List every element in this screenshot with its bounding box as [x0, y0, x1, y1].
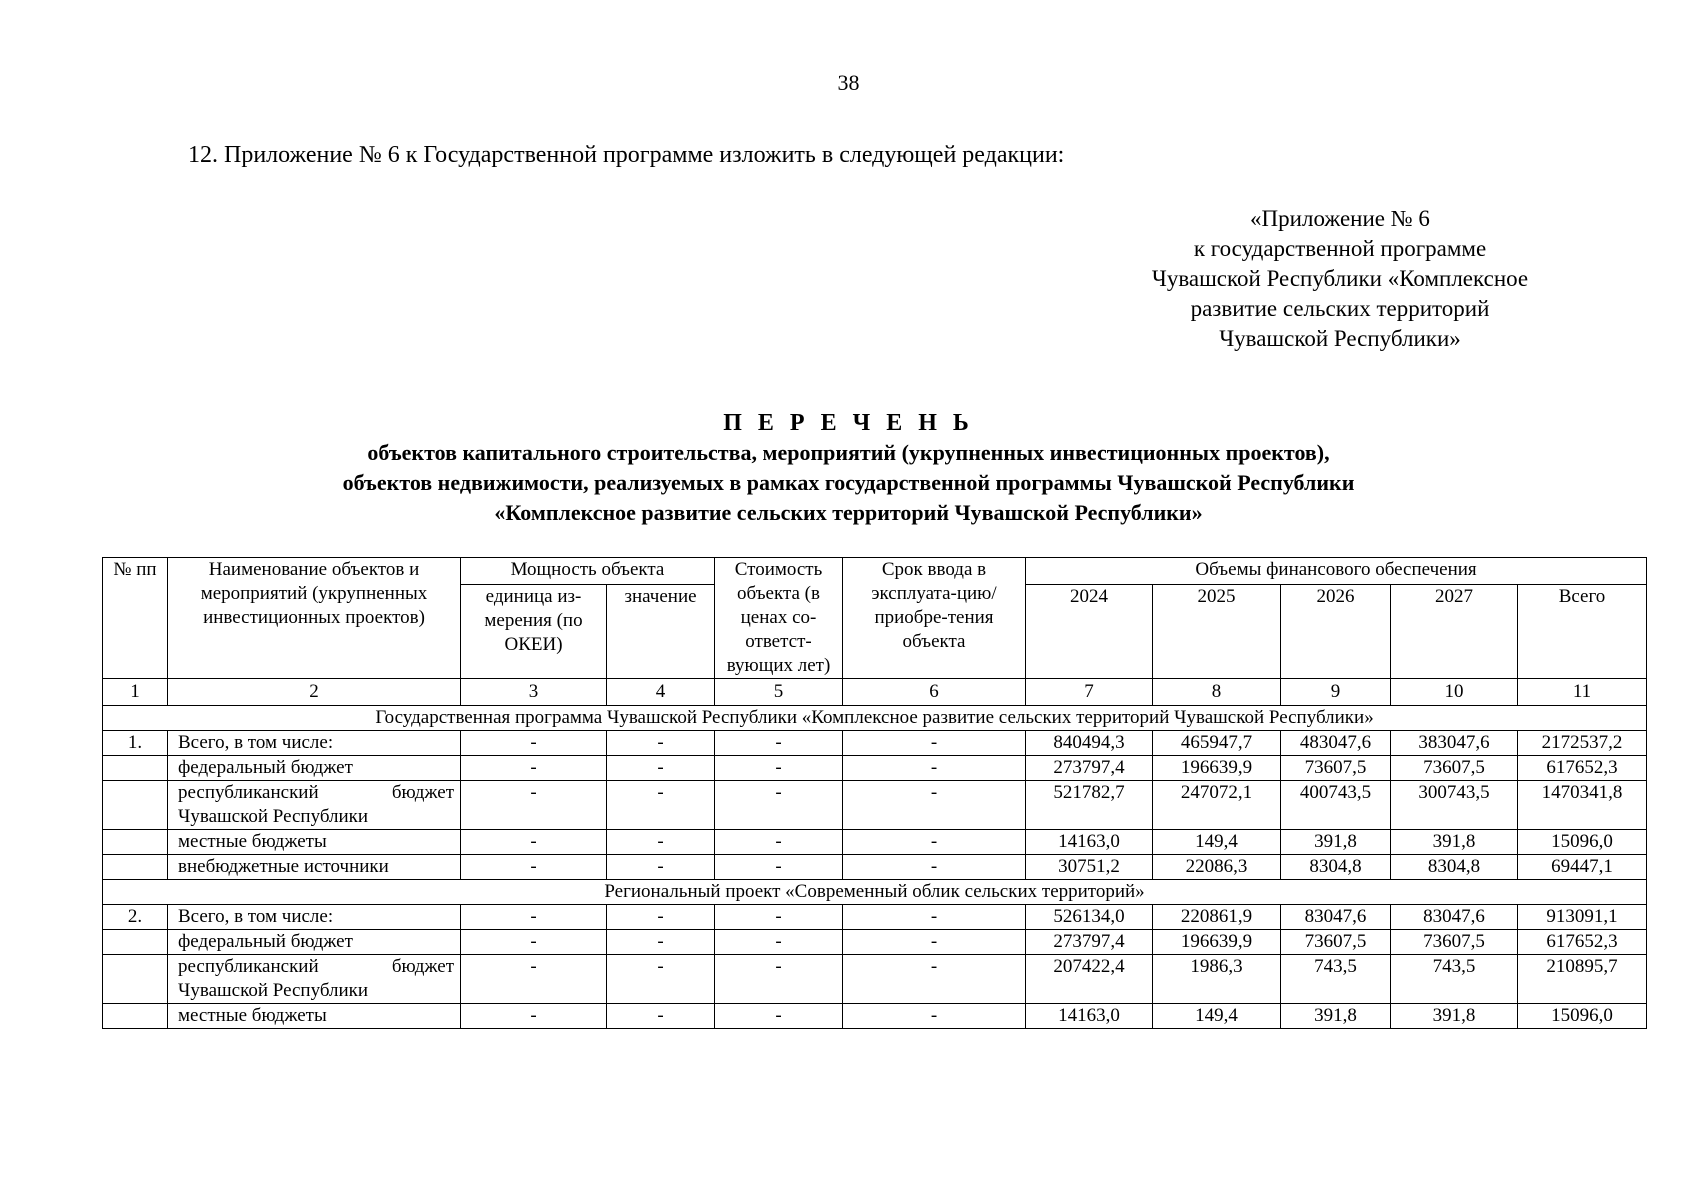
row-total: 15096,0 — [1518, 1004, 1647, 1029]
row-value: - — [607, 855, 715, 880]
row-2024: 207422,4 — [1026, 955, 1153, 1004]
section-title: Государственная программа Чувашской Республики «Комплексное развитие сельских территорий Чувашской Республики» — [103, 706, 1647, 731]
row-2027: 83047,6 — [1391, 905, 1518, 930]
row-unit: - — [461, 855, 607, 880]
row-unit: - — [461, 731, 607, 756]
row-2026: 743,5 — [1281, 955, 1391, 1004]
header-year-2025: 2025 — [1153, 585, 1281, 679]
row-value: - — [607, 781, 715, 830]
header-total: Всего — [1518, 585, 1647, 679]
row-term: - — [843, 855, 1026, 880]
row-term: - — [843, 905, 1026, 930]
row-name: республиканский бюджет Чувашской Республики — [168, 781, 461, 830]
header-term: Срок ввода в эксплуата-цию/приобре-тения объекта — [843, 558, 1026, 679]
row-value: - — [607, 756, 715, 781]
row-2025: 149,4 — [1153, 830, 1281, 855]
header-year-2026: 2026 — [1281, 585, 1391, 679]
header-num: № пп — [103, 558, 168, 679]
row-unit: - — [461, 830, 607, 855]
row-unit: - — [461, 905, 607, 930]
row-number — [103, 855, 168, 880]
heading-title: П Е Р Е Ч Е Н Ь — [723, 410, 974, 436]
row-2027: 391,8 — [1391, 830, 1518, 855]
header-unit: единица из-мерения (по ОКЕИ) — [461, 585, 607, 679]
row-2025: 196639,9 — [1153, 756, 1281, 781]
row-total: 617652,3 — [1518, 930, 1647, 955]
column-number: 8 — [1153, 679, 1281, 706]
row-unit: - — [461, 756, 607, 781]
row-2026: 8304,8 — [1281, 855, 1391, 880]
row-term: - — [843, 830, 1026, 855]
row-2027: 743,5 — [1391, 955, 1518, 1004]
row-2026: 483047,6 — [1281, 731, 1391, 756]
row-2025: 465947,7 — [1153, 731, 1281, 756]
row-cost: - — [715, 830, 843, 855]
row-name: местные бюджеты — [168, 830, 461, 855]
row-name: местные бюджеты — [168, 1004, 461, 1029]
row-name: республиканский бюджет Чувашской Республики — [168, 955, 461, 1004]
table-row — [103, 955, 1647, 1004]
row-number — [103, 756, 168, 781]
column-number: 4 — [607, 679, 715, 706]
column-number: 9 — [1281, 679, 1391, 706]
row-2026: 400743,5 — [1281, 781, 1391, 830]
row-name: внебюджетные источники — [168, 855, 461, 880]
row-value: - — [607, 930, 715, 955]
heading-line: объектов недвижимости, реализуемых в рамках государственной программы Чувашской Республики — [342, 470, 1355, 495]
table-row — [103, 756, 1647, 781]
row-name: федеральный бюджет — [168, 930, 461, 955]
appendix-line: к государственной программе — [1193, 236, 1487, 261]
section-title: Региональный проект «Современный облик сельских территорий» — [103, 880, 1647, 905]
row-2026: 73607,5 — [1281, 930, 1391, 955]
column-number: 10 — [1391, 679, 1518, 706]
row-2027: 8304,8 — [1391, 855, 1518, 880]
row-2027: 391,8 — [1391, 1004, 1518, 1029]
column-number: 3 — [461, 679, 607, 706]
header-cost: Стоимость объекта (в ценах со-ответст-вующих лет) — [715, 558, 843, 679]
appendix-reference — [1120, 204, 1560, 354]
row-value: - — [607, 731, 715, 756]
row-unit: - — [461, 955, 607, 1004]
row-term: - — [843, 781, 1026, 830]
table-row — [103, 830, 1647, 855]
row-unit: - — [461, 930, 607, 955]
appendix-line: Чувашской Республики «Комплексное — [1151, 266, 1529, 291]
row-2026: 83047,6 — [1281, 905, 1391, 930]
row-2025: 149,4 — [1153, 1004, 1281, 1029]
table-row — [103, 855, 1647, 880]
page-number: 38 — [837, 70, 860, 95]
row-total: 913091,1 — [1518, 905, 1647, 930]
row-value: - — [607, 955, 715, 1004]
row-term: - — [843, 930, 1026, 955]
row-term: - — [843, 955, 1026, 1004]
column-number: 5 — [715, 679, 843, 706]
row-number — [103, 930, 168, 955]
row-number: 1. — [103, 731, 168, 756]
column-numbers-row — [103, 679, 1647, 706]
column-number: 2 — [168, 679, 461, 706]
row-cost: - — [715, 855, 843, 880]
row-2026: 391,8 — [1281, 830, 1391, 855]
header-value: значение — [607, 585, 715, 679]
row-2025: 1986,3 — [1153, 955, 1281, 1004]
row-2027: 383047,6 — [1391, 731, 1518, 756]
row-cost: - — [715, 930, 843, 955]
table-row — [103, 731, 1647, 756]
appendix-line: развитие сельских территорий — [1190, 296, 1490, 321]
header-year-2024: 2024 — [1026, 585, 1153, 679]
header-year-2027: 2027 — [1391, 585, 1518, 679]
section-row — [103, 706, 1647, 731]
header-funding: Объемы финансового обеспечения — [1026, 558, 1647, 585]
heading-line: объектов капитального строительства, мероприятий (укрупненных инвестиционных проектов), — [367, 440, 1330, 465]
row-value: - — [607, 905, 715, 930]
row-total: 210895,7 — [1518, 955, 1647, 1004]
row-cost: - — [715, 955, 843, 1004]
row-total: 617652,3 — [1518, 756, 1647, 781]
objects-table — [102, 557, 1647, 1029]
column-number: 1 — [103, 679, 168, 706]
row-2024: 521782,7 — [1026, 781, 1153, 830]
row-2024: 273797,4 — [1026, 756, 1153, 781]
row-2024: 273797,4 — [1026, 930, 1153, 955]
row-total: 2172537,2 — [1518, 731, 1647, 756]
row-2024: 14163,0 — [1026, 830, 1153, 855]
row-name: Всего, в том числе: — [168, 905, 461, 930]
document-heading — [0, 408, 1697, 528]
row-2025: 22086,3 — [1153, 855, 1281, 880]
row-total: 1470341,8 — [1518, 781, 1647, 830]
row-cost: - — [715, 1004, 843, 1029]
row-number — [103, 781, 168, 830]
row-name: федеральный бюджет — [168, 756, 461, 781]
row-2026: 391,8 — [1281, 1004, 1391, 1029]
table-row — [103, 930, 1647, 955]
column-number: 6 — [843, 679, 1026, 706]
row-unit: - — [461, 1004, 607, 1029]
column-number: 11 — [1518, 679, 1647, 706]
row-term: - — [843, 731, 1026, 756]
table-row — [103, 905, 1647, 930]
row-cost: - — [715, 756, 843, 781]
column-number: 7 — [1026, 679, 1153, 706]
appendix-line: «Приложение № 6 — [1250, 206, 1430, 231]
table-row — [103, 1004, 1647, 1029]
row-cost: - — [715, 731, 843, 756]
row-total: 15096,0 — [1518, 830, 1647, 855]
row-unit: - — [461, 781, 607, 830]
row-2025: 196639,9 — [1153, 930, 1281, 955]
row-2024: 14163,0 — [1026, 1004, 1153, 1029]
row-2024: 30751,2 — [1026, 855, 1153, 880]
header-capacity: Мощность объекта — [461, 558, 715, 585]
row-2027: 73607,5 — [1391, 756, 1518, 781]
row-2025: 247072,1 — [1153, 781, 1281, 830]
intro-paragraph: 12. Приложение № 6 к Государственной программе изложить в следующей редакции: — [188, 142, 1065, 168]
appendix-line: Чувашской Республики» — [1219, 326, 1461, 351]
row-number — [103, 1004, 168, 1029]
row-value: - — [607, 830, 715, 855]
row-number — [103, 955, 168, 1004]
row-number — [103, 830, 168, 855]
section-row — [103, 880, 1647, 905]
row-cost: - — [715, 781, 843, 830]
row-2027: 73607,5 — [1391, 930, 1518, 955]
row-2027: 300743,5 — [1391, 781, 1518, 830]
header-name: Наименование объектов и мероприятий (укрупненных инвестиционных проектов) — [168, 558, 461, 679]
table-body — [103, 706, 1647, 1029]
row-value: - — [607, 1004, 715, 1029]
table-row — [103, 781, 1647, 830]
row-name: Всего, в том числе: — [168, 731, 461, 756]
row-term: - — [843, 756, 1026, 781]
row-2024: 526134,0 — [1026, 905, 1153, 930]
row-cost: - — [715, 905, 843, 930]
row-number: 2. — [103, 905, 168, 930]
row-total: 69447,1 — [1518, 855, 1647, 880]
row-2025: 220861,9 — [1153, 905, 1281, 930]
row-2026: 73607,5 — [1281, 756, 1391, 781]
row-2024: 840494,3 — [1026, 731, 1153, 756]
row-term: - — [843, 1004, 1026, 1029]
heading-line: «Комплексное развитие сельских территорий Чувашской Республики» — [494, 500, 1203, 525]
